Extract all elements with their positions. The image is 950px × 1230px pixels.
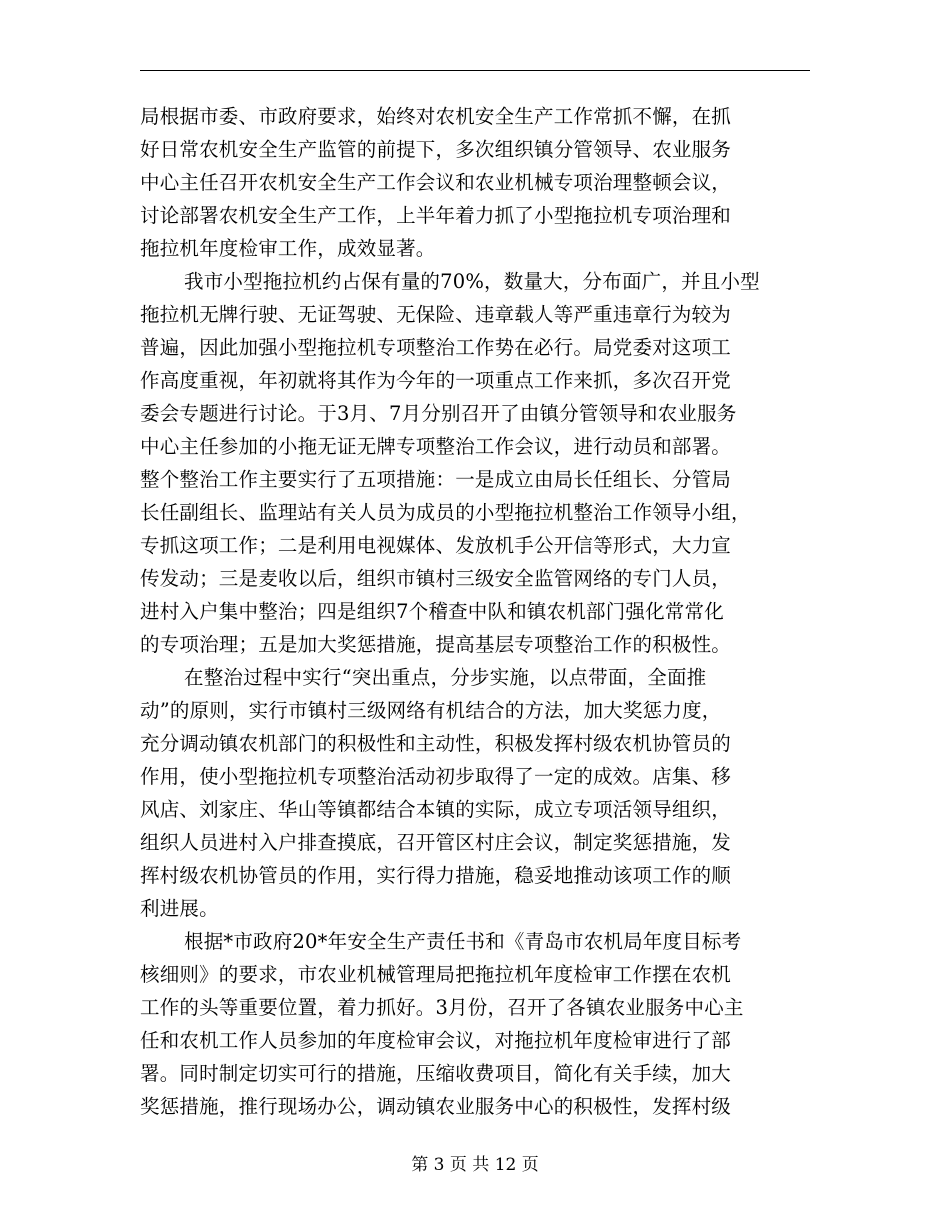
text-line: 核细则》的要求，市农业机械管理局把拖拉机年度检审工作摆在农机 xyxy=(140,963,732,986)
text-line: 奖惩措施，推行现场办公，调动镇农业服务中心的积极性，发挥村级 xyxy=(140,1095,732,1118)
text-line: 挥村级农机协管员的作用，实行得力措施，稳妥地推动该项工作的顺 xyxy=(140,864,732,887)
text-line: 拖拉机年度检审工作，成效显著。 xyxy=(140,237,436,260)
text-line: 长任副组长、监理站有关人员为成员的小型拖拉机整治工作领导小组， xyxy=(140,501,751,524)
text-line: 进村入户集中整治；四是组织7个稽查中队和镇农机部门强化常常化 xyxy=(140,600,724,623)
text-line: 我市小型拖拉机约占保有量的70%，数量大，分布面广，并且小型 xyxy=(184,270,760,293)
text-line: 中心主任召开农机安全生产工作会议和农业机械专项治理整顿会议， xyxy=(140,171,732,194)
text-line: 任和农机工作人员参加的年度检审会议，对拖拉机年度检审进行了部 xyxy=(140,1029,732,1052)
text-line: 中心主任参加的小拖无证无牌专项整治工作会议，进行动员和部署。 xyxy=(140,435,732,458)
text-line: 利进展。 xyxy=(140,897,219,920)
header-rule xyxy=(140,70,810,71)
text-line: 整个整治工作主要实行了五项措施：一是成立由局长任组长、分管局 xyxy=(140,468,732,491)
text-line: 拖拉机无牌行驶、无证驾驶、无保险、违章载人等严重违章行为较为 xyxy=(140,303,732,326)
text-line: 动”的原则，实行市镇村三级网络有机结合的方法，加大奖惩力度， xyxy=(140,699,722,722)
page-number-footer: 第 3 页 共 12 页 xyxy=(411,1155,539,1175)
text-line: 委会专题进行讨论。于3月、7月分别召开了由镇分管领导和农业服务 xyxy=(140,402,737,425)
text-line: 风店、刘家庄、华山等镇都结合本镇的实际，成立专项活领导组织， xyxy=(140,798,732,821)
text-line: 专抓这项工作；二是利用电视媒体、发放机手公开信等形式，大力宣 xyxy=(140,534,732,557)
text-line: 组织人员进村入户排查摸底，召开管区村庄会议，制定奖惩措施，发 xyxy=(140,831,732,854)
text-line: 的专项治理；五是加大奖惩措施，提高基层专项整治工作的积极性。 xyxy=(140,633,732,656)
text-line: 在整治过程中实行“突出重点，分步实施，以点带面，全面推 xyxy=(184,666,707,689)
text-line: 署。同时制定切实可行的措施，压缩收费项目，简化有关手续，加大 xyxy=(140,1062,732,1085)
text-line: 传发动；三是麦收以后，组织市镇村三级安全监管网络的专门人员， xyxy=(140,567,732,590)
paragraph xyxy=(140,100,810,265)
text-line: 根据*市政府20*年安全生产责任书和《青岛市农机局年度目标考 xyxy=(184,930,742,953)
text-line: 局根据市委、市政府要求，始终对农机安全生产工作常抓不懈，在抓 xyxy=(140,105,732,128)
paragraph xyxy=(140,925,810,1123)
paragraph xyxy=(140,661,810,925)
text-line: 讨论部署农机安全生产工作，上半年着力抓了小型拖拉机专项治理和 xyxy=(140,204,732,227)
text-line: 工作的头等重要位置，着力抓好。3月份，召开了各镇农业服务中心主 xyxy=(140,996,744,1019)
text-line: 作高度重视，年初就将其作为今年的一项重点工作来抓，多次召开党 xyxy=(140,369,732,392)
text-line: 充分调动镇农机部门的积极性和主动性，积极发挥村级农机协管员的 xyxy=(140,732,732,755)
text-line: 普遍，因此加强小型拖拉机专项整治工作势在必行。局党委对这项工 xyxy=(140,336,732,359)
paragraph xyxy=(140,265,810,661)
text-line: 好日常农机安全生产监管的前提下，多次组织镇分管领导、农业服务 xyxy=(140,138,732,161)
document-body xyxy=(140,100,810,1123)
text-line: 作用，使小型拖拉机专项整治活动初步取得了一定的成效。店集、移 xyxy=(140,765,732,788)
